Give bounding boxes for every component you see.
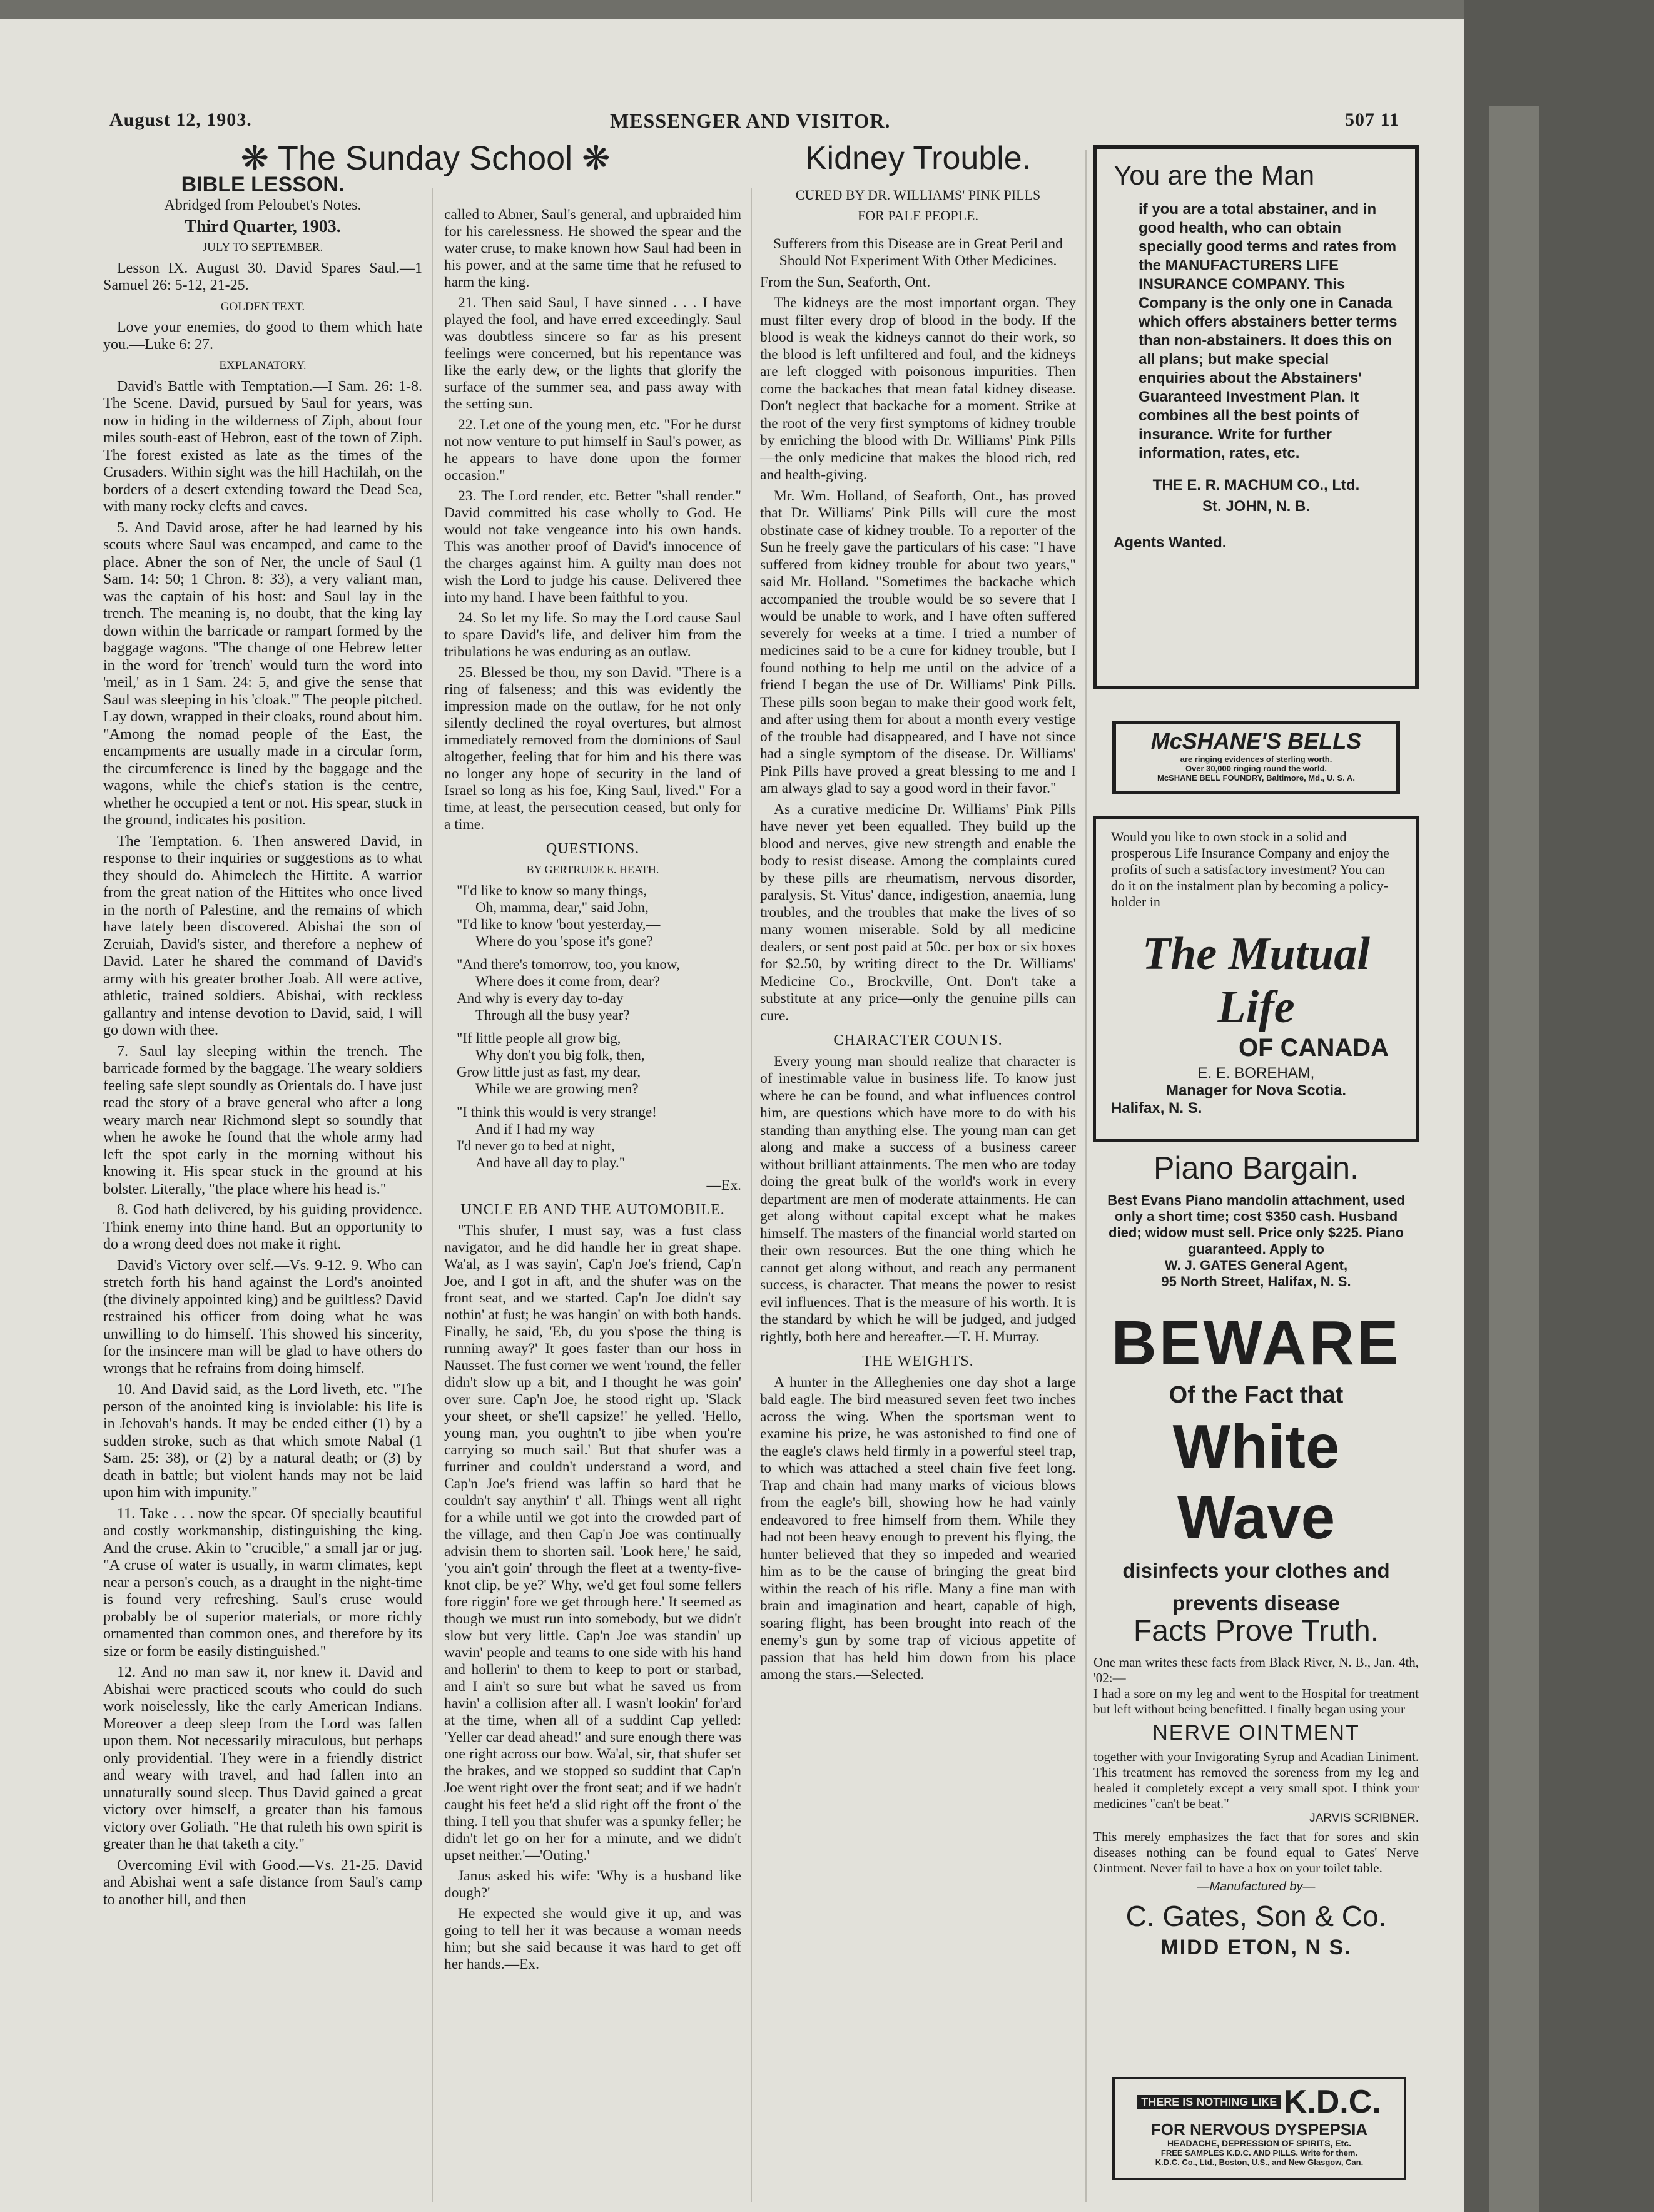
ad-line: K.D.C. Co., Ltd., Boston, U.S., and New Glasgow, Can. <box>1155 2158 1364 2167</box>
paragraph: He expected she would give it up, and was going to tell her it was because a woman needs him; but she said because it was hard to get off her hands.—Ex. <box>444 1905 741 1972</box>
mcshane-bells-ad <box>1112 721 1400 794</box>
paragraph: As a curative medicine Dr. Williams' Pink Pills have never yet been equalled. They build up the blood and nerves, give new strength and enable the body to resist disease. Among the complaints cured by these pills are rheumatism, nervous disorder, paralysis, St. Vitus' dance, indigestion, anaemia, lung troubles, and the troubles that make the lives of so many women miserable. Sold by all medicine dealers, or sent post paid at 50c. per box or six boxes for $2.50, by writing direct to the Dr. Williams' Medicine Co., Brockville, Ont. Don't take a substitute at any price—only the genuine pills can cure. <box>760 801 1076 1024</box>
paragraph: Overcoming Evil with Good.—Vs. 21-25. David and Abishai went a safe distance from Saul's camp to another hill, and then <box>103 1857 422 1908</box>
abridged-note: Abridged from Peloubet's Notes. <box>164 197 362 213</box>
mutual-life-ad <box>1093 816 1419 1142</box>
ad-line: prevents disease <box>1172 1591 1340 1615</box>
ad-role: Manager for Nova Scotia. <box>1165 1082 1347 1099</box>
poem-line: Grow little just as fast, my dear, <box>457 1064 641 1080</box>
product-name: NERVE OINTMENT <box>1152 1721 1360 1745</box>
automobile-title: UNCLE EB AND THE AUTOMOBILE. <box>460 1202 725 1218</box>
paragraph: called to Abner, Saul's general, and upbraided him for his carelessness. He showed the spear and the water cruse, to make known how Saul had been in his power, and at the same time that he refused to harm the king. <box>444 206 741 290</box>
kidney-title: Kidney Trouble. <box>804 140 1032 176</box>
ad-line: FOR NERVOUS DYSPEPSIA <box>1150 2120 1368 2139</box>
ad-country: OF CANADA <box>1239 1034 1389 1062</box>
poem-line: Oh, mamma, dear," said John, <box>475 900 649 915</box>
ad-line: disinfects your clothes and <box>1122 1559 1390 1582</box>
ad-body: Best Evans Piano mandolin attachment, used only a short time; cost $350 cash. Husband died; widow must sell. Price only $225. Piano guaranteed. Apply to <box>1107 1192 1405 1257</box>
paragraph: 11. Take . . . now the spear. Of specially beautiful and costly workmanship, distinguishing the king. And the cruse. Akin to "crucible," a small jar or jug. "A cruse of water is usually, in warm climates, kept near a person's couch, as a draught in the night-time is found very refreshing. Saul's cruse would probably be of superior materials, or more richly ornamented than common ones, and therefore by its size or form be easily distinguished." <box>103 1505 422 1660</box>
paragraph: David's Battle with Temptation.—I Sam. 26: 1-8. The Scene. David, pursued by Saul for years, was now in hiding in the wilderness of Ziph, about four miles south-east of Hebron, east of the town of Ziph. The forest existed as late as the times of the Crusaders. Within sight was the hill Hachilah, on the borders of a desert extending toward the Dead Sea, with many rocky clefts and caves. <box>103 378 422 515</box>
ad-title: You are the Man <box>1114 160 1315 191</box>
issue-date: August 12, 1903. <box>109 109 252 130</box>
page-number: 507 11 <box>1345 109 1399 130</box>
paragraph: A hunter in the Alleghenies one day shot a large bald eagle. The bird measured seven feet two inches across the wing. When the sportsman went to examine his prize, he was astonished to find one of the eagle's claws held firmly in a powerful steel trap, to which was attached a steel chain five feet long. Trap and chain had many marks of vicious blows from the eagle's bill, showing how he had vainly endeavored to free himself from them. While they had not been heavy enough to prevent his flying, the hunter believed that they so impeded and wearied him as to be the cause of bringing the great bird within the reach of his rifle. Many a fine man with brain and imagination and heart, capable of high, soaring flight, has been brought into reach of the enemy's gun by some trap of vicious appetite of passion that has held him down from his place among the stars.—Selected. <box>760 1374 1076 1683</box>
mutual-logo: The Mutual Life <box>1142 928 1370 1033</box>
paragraph: 5. And David arose, after he had learned by his scouts where Saul was encamped, and came to the place. Abner the son of Ner, the uncle of Saul (1 Sam. 14: 50; 1 Chron. 8: 33), a very valiant man, was the captain of his host: and Saul lay in the trench. The meaning is, no doubt, that the king lay down within the barricade or rampart formed by the baggage wagons. "The change of one Hebrew letter in the word for 'trench' would turn the word into 'meil,' as in 1 Sam. 24: 5, and give the sense that Saul was sleeping in his 'cloak.'" The people pitched. Lay down, wrapped in their cloaks, round about him. "Among the nomad people of the East, the encampments are usually made in a circular form, the circumference is lined by the baggage and the wagons, while the chief's station is the centre, whether he occupied a tent or not. His spear, stuck in the ground, indicates his position. <box>103 519 422 828</box>
paragraph: Mr. Wm. Holland, of Seaforth, Ont., has proved that Dr. Williams' Pink Pills will cure the most obstinate case of kidney trouble. To a reporter of the Sun he freely gave the particulars of his case: "I have suffered from kidney trouble for about two years," said Mr. Holland. "Sometimes the backache which accompanied the trouble would be so severe that I would be unable to work, and I have often suffered severely for weeks at a time. I tried a number of medicines said to be a cure for kidney trouble, but I found nothing to help me until on the advice of a friend I began the use of Dr. Williams' Pink Pills. These pills soon began to make their good work felt, and after using them for about a month every vestige of the trouble had disappeared, and I have not since had a single symptom of the disease. Dr. Williams' Pink Pills have proved a great blessing to me and I am always glad to say a good word in their favor." <box>760 487 1076 796</box>
poem <box>444 882 741 1171</box>
ad-mfd: —Manufactured by— <box>1197 1880 1316 1894</box>
brand-name: K.D.C. <box>1283 2084 1381 2120</box>
paragraph: "This shufer, I must say, was a fust class navigator, and he did handle her in great shape. Wa'al, as I was sayin', Cap'n Joe's friend, Cap'n Joe, and I got in aft, and the shufer was on the front seat, and we started. Cap'n Joe didn't say nothin' at fust; he was hangin' on with both hands. Finally, he said, 'Eb, du you s'pose the thing is running away?' It goes faster than our hoss in Nausset. The fust corner we went 'round, the feller didn't slow up a bit, and I thought he was goin' over sure. Cap'n Joe, he stood right up. 'Slack your sheet, or she'll capsize!' he yelled. 'Hello, young man, you oughtn't to jibe when you're carrying so much sail.' But that shufer was a furriner and couldn't understand a word, and Cap'n Joe's friend was laffin so hard that he couldn't say anythin' t' all. Things went all right for a while until we got into the crowded part of the village, and then Cap'n Joe was continually advisin them to shorten sail. 'Look here,' he said, 'you ain't goin' through the fleet at a twenty-five-knot clip, be ye?' Why, we'd get foul some fellers fore riggin' fore we get through here.' It seemed as though we must run into somebody, but we didn't slow but very little. Cap'n Joe was standin' up wavin' people and teams to one side with his hand and hollerin' to them to keep to port or starbad, and I ain't so sure but what he saved us from havin' a collision after all. I wasn't lookin' for'ard at the time, when all of a suddint Cap yelled: 'Yeller car dead ahead!' and sure enough there was one right across our bow. Wa'al, sir, that shufer set the brakes, and we stopped so suddint that Cap'n Joe went right over the front seat; and if we hadn't caught his feet he'd a slid right off the front o' the thing. I tell you that shufer was a spunky feller; he didn't let go on her for a minute, and we didn't upset neither.'—'Outing.' <box>444 1222 741 1864</box>
ad-title: Facts Prove Truth. <box>1133 1615 1379 1648</box>
poem-line: And have all day to play." <box>475 1155 626 1170</box>
paragraph: 10. And David said, as the Lord liveth, etc. "The person of the anointed king is inviolable: his life is in Jehovah's hands. It may be ended either (1) by a sudden stroke, such as that which smote Nabal (1 Sam. 25: 38), or (2) by a natural death; or (3) by death in battle; but violent hands may not be laid upon him with impunity." <box>103 1381 422 1501</box>
paragraph: 7. Saul lay sleeping within the trench. The barricade formed by the baggage. The weary soldiers feeling safe slept soundly as Orientals do. I have just read the story of a brave general who after a long weary march near Richmond slept so soundly that when he awoke he found that the whole army had left the spot early in the morning without his knowing it. His spear stuck in the ground at his bolster. Literally, "the place where his head is." <box>103 1043 423 1197</box>
poem-line: "And there's tomorrow, too, you know, <box>457 956 680 972</box>
lesson-ref: Lesson IX. August 30. David Spares Saul.—1 Samuel 26: 5-12, 21-25. <box>103 260 422 293</box>
ad-sub: Of the Fact that <box>1169 1382 1344 1408</box>
poem-line: Where does it come from, dear? <box>475 973 661 989</box>
column-rule <box>751 188 752 2202</box>
poem-line: Through all the busy year? <box>475 1007 630 1023</box>
column-rule <box>1085 150 1087 2202</box>
poem-line: "I'd like to know 'bout yesterday,— <box>457 916 661 932</box>
ad-body: This merely emphasizes the fact that for sores and skin diseases nothing can be found equal to Gates' Nerve Ointment. Never fail to have a box on your toilet table. <box>1093 1829 1419 1875</box>
ad-title: McSHANE'S BELLS <box>1150 728 1362 754</box>
ad-company: THE E. R. MACHUM CO., Ltd. <box>1152 477 1360 494</box>
poem-line: Where do you 'spose it's gone? <box>475 933 653 949</box>
manufacturers-life-ad <box>1093 145 1419 689</box>
ad-title: BEWARE <box>1111 1308 1401 1378</box>
ad-line: THERE IS NOTHING LIKE <box>1137 2095 1281 2109</box>
ad-body: if you are a total abstainer, and in good health, who can obtain specially good terms and rates from the MANUFACTURERS LIFE INSURANCE COMPANY. This Company is the only one in Canada which offers abstainers better terms than non-abstainers. It does this on all plans; but make special enquiries about the Abstainers' Guaranteed Investment Plan. It combines all the best points of insurance. Write for further information, rates, etc. <box>1139 201 1398 462</box>
paragraph: The Temptation. 6. Then answered David, in response to their inquiries or suggestions as to what they should do. Ahimelech the Hittite. A warrior from the great nation of the Hittites who once lived in the north of Palestine, and the remains of which have lately been discovered. Abishai the son of Zeruiah, David's sister, and therefore a nephew of David. Later he shared the command of David's army with his greater brother Joab. All were active, athletic, trained soldiers. Abishai, with reckless gallantry and intense devotion to David, said, I will go down with thee. <box>103 833 422 1038</box>
ad-body: I had a sore on my leg and went to the Hospital for treatment but left without being benefitted. I finally began using your <box>1093 1686 1419 1717</box>
lesson-title: BIBLE LESSON. <box>181 172 345 196</box>
piano-ad <box>1093 1150 1419 1294</box>
questions-title: QUESTIONS. <box>545 841 640 857</box>
poem-line: I'd never go to bed at night, <box>457 1138 615 1154</box>
kidney-sub: FOR PALE PEOPLE. <box>858 208 978 223</box>
ad-manager: E. E. BOREHAM, <box>1197 1065 1315 1082</box>
kidney-trouble-column <box>760 140 1076 2202</box>
ad-agent: W. J. GATES General Agent, <box>1164 1257 1348 1273</box>
paper-name: MESSENGER AND VISITOR. <box>610 109 891 132</box>
poem-line: Why don't you big folk, then, <box>475 1047 645 1063</box>
paragraph: 23. The Lord render, etc. Better "shall render." David committed his case wholly to God. He would not take vengeance into his own hands. This was another proof of David's innocence of the charges against him. A guilty man does not wish the Lord to judge his cause. Delivered thee into my hand. I have been faithful to you. <box>444 488 741 606</box>
character-title: CHARACTER COUNTS. <box>833 1032 1003 1048</box>
ad-body: Would you like to own stock in a solid and prosperous Life Insurance Company and enjoy the profits of such a satisfactory investment? You can do it on the instalment plan by becoming a policy-holder in <box>1111 829 1389 910</box>
poem-line: And why is every day to-day <box>457 990 624 1006</box>
weights-title: THE WEIGHTS. <box>862 1353 974 1369</box>
ad-line: FREE SAMPLES K.D.C. AND PILLS. Write for them. <box>1160 2148 1358 2158</box>
poem-line: "If little people all grow big, <box>457 1030 621 1046</box>
paragraph: David's Victory over self.—Vs. 9-12. 9. Who can stretch forth his hand against the Lord's anointed (the divinely appointed king) and be guiltless? David restrained his officer from doing what he was unwilling to do himself. This showed his sincerity, for the insincere man will be glad to have others do wrongs that he refrains from doing himself. <box>103 1257 422 1377</box>
kidney-sub: CURED BY DR. WILLIAMS' PINK PILLS <box>795 186 1041 203</box>
ad-city: Halifax, N. S. <box>1111 1100 1202 1117</box>
golden-text-label: GOLDEN TEXT. <box>220 300 305 313</box>
binding-strip <box>1489 106 1539 2212</box>
explanatory-label: EXPLANATORY. <box>219 359 307 372</box>
quarter: Third Quarter, 1903. <box>185 216 341 236</box>
paragraph: 8. God hath delivered, by his guiding providence. Think enemy into thine hand. But an opportunity to do a wrong deed does not make it right. <box>103 1202 422 1252</box>
kidney-lead: Sufferers from this Disease are in Great Peril and Should Not Experiment With Other Medicines. <box>773 235 1063 269</box>
questions-byline: BY GERTRUDE E. HEATH. <box>526 863 659 876</box>
paragraph: 21. Then said Saul, I have sinned . . . I have played the fool, and have erred exceedingly. Saul was doubtless sincere so far as his present feelings were concerned, but his repentance was like the early dew, or the lights that glorify the surface of the summer sea, and pass away with the setting sun. <box>444 295 741 412</box>
ad-signature: JARVIS SCRIBNER. <box>1309 1812 1419 1825</box>
ad-line: McSHANE BELL FOUNDRY, Baltimore, Md., U. S. A. <box>1157 773 1355 783</box>
ad-body: One man writes these facts from Black River, N. B., Jan. 4th, '02:— <box>1093 1655 1419 1685</box>
ad-maker: C. Gates, Son & Co. <box>1125 1900 1387 1932</box>
golden-text: Love your enemies, do good to them which hate you.—Luke 6: 27. <box>103 319 422 353</box>
sunday-school-column-2 <box>444 206 741 2202</box>
poem-line: "I'd like to know so many things, <box>457 883 647 898</box>
ad-address: 95 North Street, Halifax, N. S. <box>1161 1274 1351 1289</box>
ad-agents: Agents Wanted. <box>1114 534 1227 551</box>
kidney-source: From the Sun, Seaforth, Ont. <box>760 273 931 290</box>
paragraph: 12. And no man saw it, nor knew it. David and Abishai were practiced scouts who could do such work noiselessly, like the early American Indians. Moreover a deep sleep from the Lord was fallen upon them. Not necessarily miraculous, but perhaps only providential. They were in a friendly district and weary with travel, and had fallen into an unnaturally sound sleep. Thus David gained a great victory over himself, a greater than his famous victory over Goliath. "He that ruleth his own spirit is greater than he that taketh a city." <box>103 1664 422 1852</box>
ad-line: HEADACHE, DEPRESSION OF SPIRITS, Etc. <box>1167 2138 1352 2148</box>
ad-line: are ringing evidences of sterling worth. <box>1180 754 1332 764</box>
white-wave-ad <box>1093 1307 1419 1615</box>
poem-line: And if I had my way <box>475 1121 595 1137</box>
paragraph: The kidneys are the most important organ. They must filter every drop of blood in the body. If the blood is weak the kidneys cannot do their work, so the blood is left unfiltered and foul, and the kidneys are left clogged with poisonous impurities. Then come the backaches that mean fatal kidney disease. Don't neglect that backache for a moment. Strike at the root of the very first symptoms of kidney trouble by enriching the blood with Dr. Williams' Pink Pills—the only medicine that makes the blood rich, red and health-giving. <box>760 295 1076 483</box>
ad-line: Over 30,000 ringing round the world. <box>1185 764 1327 773</box>
ad-city: St. JOHN, N. B. <box>1202 498 1311 515</box>
paragraph: 22. Let one of the young men, etc. "For he durst not now venture to put himself in Saul's power, as he appears to have done upon the former occasion." <box>444 417 741 484</box>
poem-line: "I think this would is very strange! <box>457 1104 657 1120</box>
ad-body: together with your Invigorating Syrup and Acadian Liniment. This treatment has removed the soreness from my leg and healed it completely except a very small spot. I think your medicines "can't be beat." <box>1093 1749 1419 1811</box>
ad-title: Piano Bargain. <box>1153 1150 1359 1185</box>
poem-line: While we are growing men? <box>475 1081 639 1097</box>
paragraph: 24. So let my life. So may the Lord cause Saul to spare David's life, and deliver him from the tribulations he was enduring as an outlaw. <box>444 610 741 660</box>
kdc-ad <box>1112 2077 1406 2180</box>
poem-source: —Ex. <box>706 1177 741 1194</box>
period: JULY TO SEPTEMBER. <box>202 241 323 254</box>
section-title: ❋ The Sunday School ❋ <box>240 140 611 177</box>
nerve-ointment-ad <box>1093 1614 1419 2039</box>
brand-name: White Wave <box>1172 1412 1340 1551</box>
column-rule <box>432 188 433 2202</box>
paragraph: Every young man should realize that character is of inestimable value in business life. To know just where he can be found, and what influences control him, are questions which have more to do with his standing than anything else. The young man can get along and make a success of a business career without brilliant attainments. The men who are today doing the great bulk of the world's work in every department are men of moderate attainments. He can get along without capital except what he makes himself. The masters of the financial world started on their own resources. But the one thing which he cannot get along without, and reach any permanent success, is character. That means the power to resist evil influences. That is the measure of his worth. It is the standard by which he will be judged, and judged rightly, both here and hereafter.—T. H. Murray. <box>760 1053 1076 1345</box>
paragraph: 25. Blessed be thou, my son David. "There is a ring of falseness; and this was evidently the impression made on the outlaw, for he not only silently declined the royal overtures, but almost immediately removed from the dominions of Saul altogether, feeling that for him and his there was no longer any hope of security in the land of Israel so long as his foe, King Saul, lived." For a time, at least, the persecution ceased, but only for a time. <box>444 664 741 833</box>
paragraph: Janus asked his wife: 'Why is a husband like dough?' <box>444 1868 741 1901</box>
ad-town: MIDD ETON, N S. <box>1160 1936 1352 1959</box>
